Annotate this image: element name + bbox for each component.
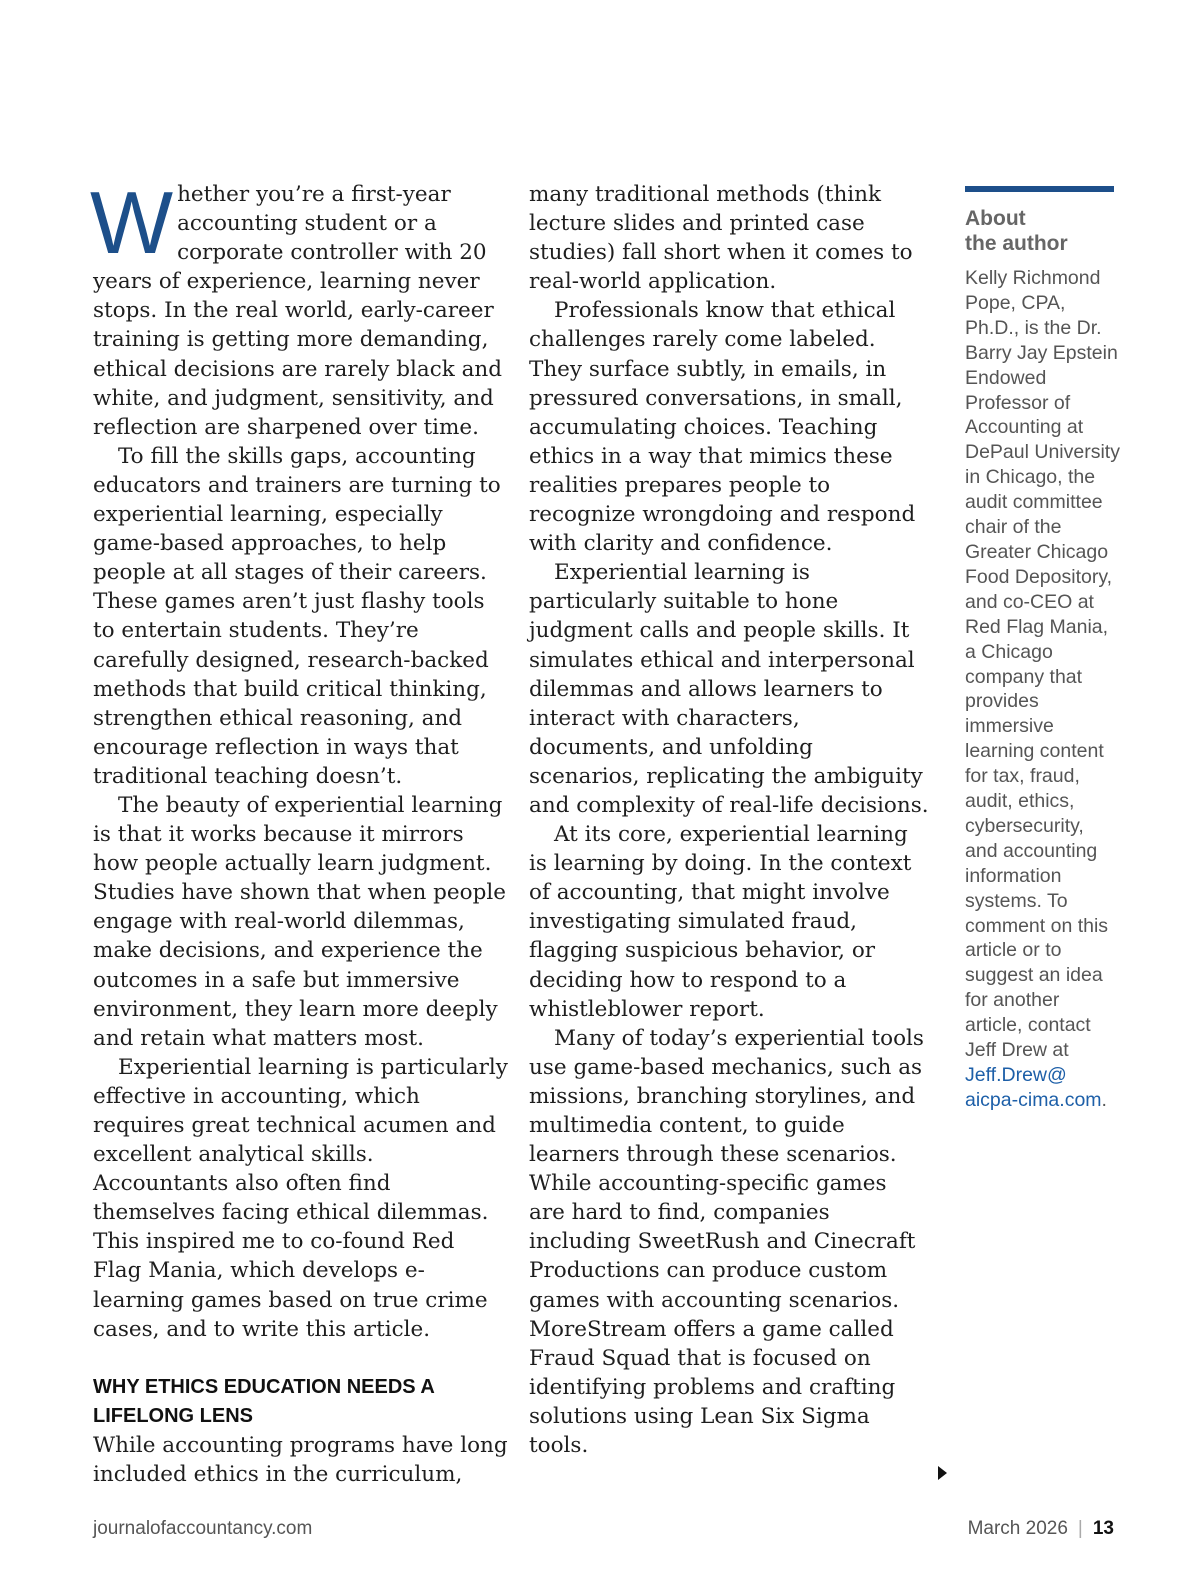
footer-date: March 2026 bbox=[967, 1518, 1068, 1539]
drop-cap: W bbox=[90, 173, 174, 272]
paragraph bbox=[90, 173, 508, 442]
paragraph: While accounting programs have long included ethics in the curriculum, bbox=[93, 1432, 508, 1488]
paragraph: The beauty of experiential learning is that it works because it mirrors how people actually learn judgment. Studies have shown that when people engage with real-world dilemmas, make decisions, and experience the outcomes in a safe but immersive environment, they learn more deeply and retain what matters most. bbox=[93, 792, 506, 1051]
sidebar-title-line: About bbox=[965, 207, 1026, 230]
article-column-2 bbox=[529, 180, 929, 1460]
email-link[interactable]: Jeff.Drew@ aicpa-cima.com bbox=[965, 1064, 1102, 1111]
paragraph: Many of today’s experiential tools use game-based mechanics, such as missions, branching storylines, and multimedia content, to guide learners through these scenarios. While accounting-specific games are hard to find, companies including SweetRush and Cinecraft Productions can produce custom games with accounting scenarios. MoreStream offers a game called Fraud Squad that is focused on identifying problems and crafting solutions using Lean Six Sigma tools. bbox=[529, 1025, 924, 1459]
paragraph: At its core, experiential learning is learning by doing. In the context of accounting, that might involve investigating simulated fraud, flagging suspicious behavior, or deciding how to respond to a whistleblower report. bbox=[529, 822, 912, 1022]
bio-suffix: . bbox=[1101, 1088, 1107, 1111]
paragraph-text: hether you’re a first-year accounting student or a corporate controller with 20 years of experience, learning never stops. In the real world, early-career training is getting more demanding, ethical decisions are rarely black and white, and judgment, sensitivity, and reflection are sharpened over time. bbox=[93, 182, 503, 440]
paragraph: Experiential learning is particularly effective in accounting, which requires great technical acumen and excellent analytical skills. Accountants also often find themselves facing ethical dilemmas. This inspired me to co-found Red Flag Mania, which develops e-learning games based on true crime cases, and to write this article. bbox=[93, 1054, 508, 1342]
continue-arrow-icon bbox=[938, 1466, 947, 1480]
sidebar-title-line: the author bbox=[965, 232, 1068, 255]
article-column-1 bbox=[90, 173, 508, 1489]
page-number: 13 bbox=[1092, 1518, 1114, 1539]
paragraph: Experiential learning is particularly suitable to hone judgment calls and people skills. It simulates ethical and interpersonal dilemmas and allows learners to interact with characters, documents, and unfolding scenarios, replicating the ambiguity and complexity of real-life decisions. bbox=[529, 560, 929, 818]
paragraph: Professionals know that ethical challenges rarely come labeled. They surface subtly, in emails, in pressured conversations, in small, accumulating choices. Teaching ethics in a way that mimics these realities prepares people to recognize wrongdoing and respond with clarity and confidence. bbox=[529, 298, 916, 557]
author-bio-text: Kelly Richmond Pope, CPA, Ph.D., is the Dr. Barry Jay Epstein Endowed Professor of Accounting at DePaul University in Chicago, the audit committee chair of the Greater Chicago Food Depository, and co-CEO at Red Flag Mania, a Chicago company that provides immersive learning content for tax, fraud, audit, ethics, cybersecurity, and accounting information systems. To comment on this article or to suggest an idea for another article, contact Jeff Drew at bbox=[965, 267, 1120, 1062]
paragraph: To fill the skills gaps, accounting educators and trainers are turning to experiential learning, especially game-based approaches, to help people at all stages of their careers. These games aren’t just flashy tools to entertain students. They’re carefully designed, research-backed methods that build critical thinking, strengthen ethical reasoning, and encourage reflection in ways that traditional teaching doesn’t. bbox=[93, 443, 501, 789]
footer-site: journalofaccountancy.com bbox=[93, 1518, 313, 1539]
section-heading: WHY ETHICS EDUCATION NEEDS A LIFELONG LENS bbox=[93, 1375, 435, 1427]
author-bio bbox=[965, 266, 1120, 1113]
about-author-sidebar bbox=[965, 186, 1120, 1113]
footer-page-info bbox=[968, 1518, 1114, 1540]
sidebar-title bbox=[965, 206, 1120, 256]
footer-separator: | bbox=[1077, 1518, 1083, 1539]
paragraph: many traditional methods (think lecture slides and printed case studies) fall short when it comes to real-world application. bbox=[529, 182, 913, 295]
sidebar-rule bbox=[965, 186, 1114, 192]
